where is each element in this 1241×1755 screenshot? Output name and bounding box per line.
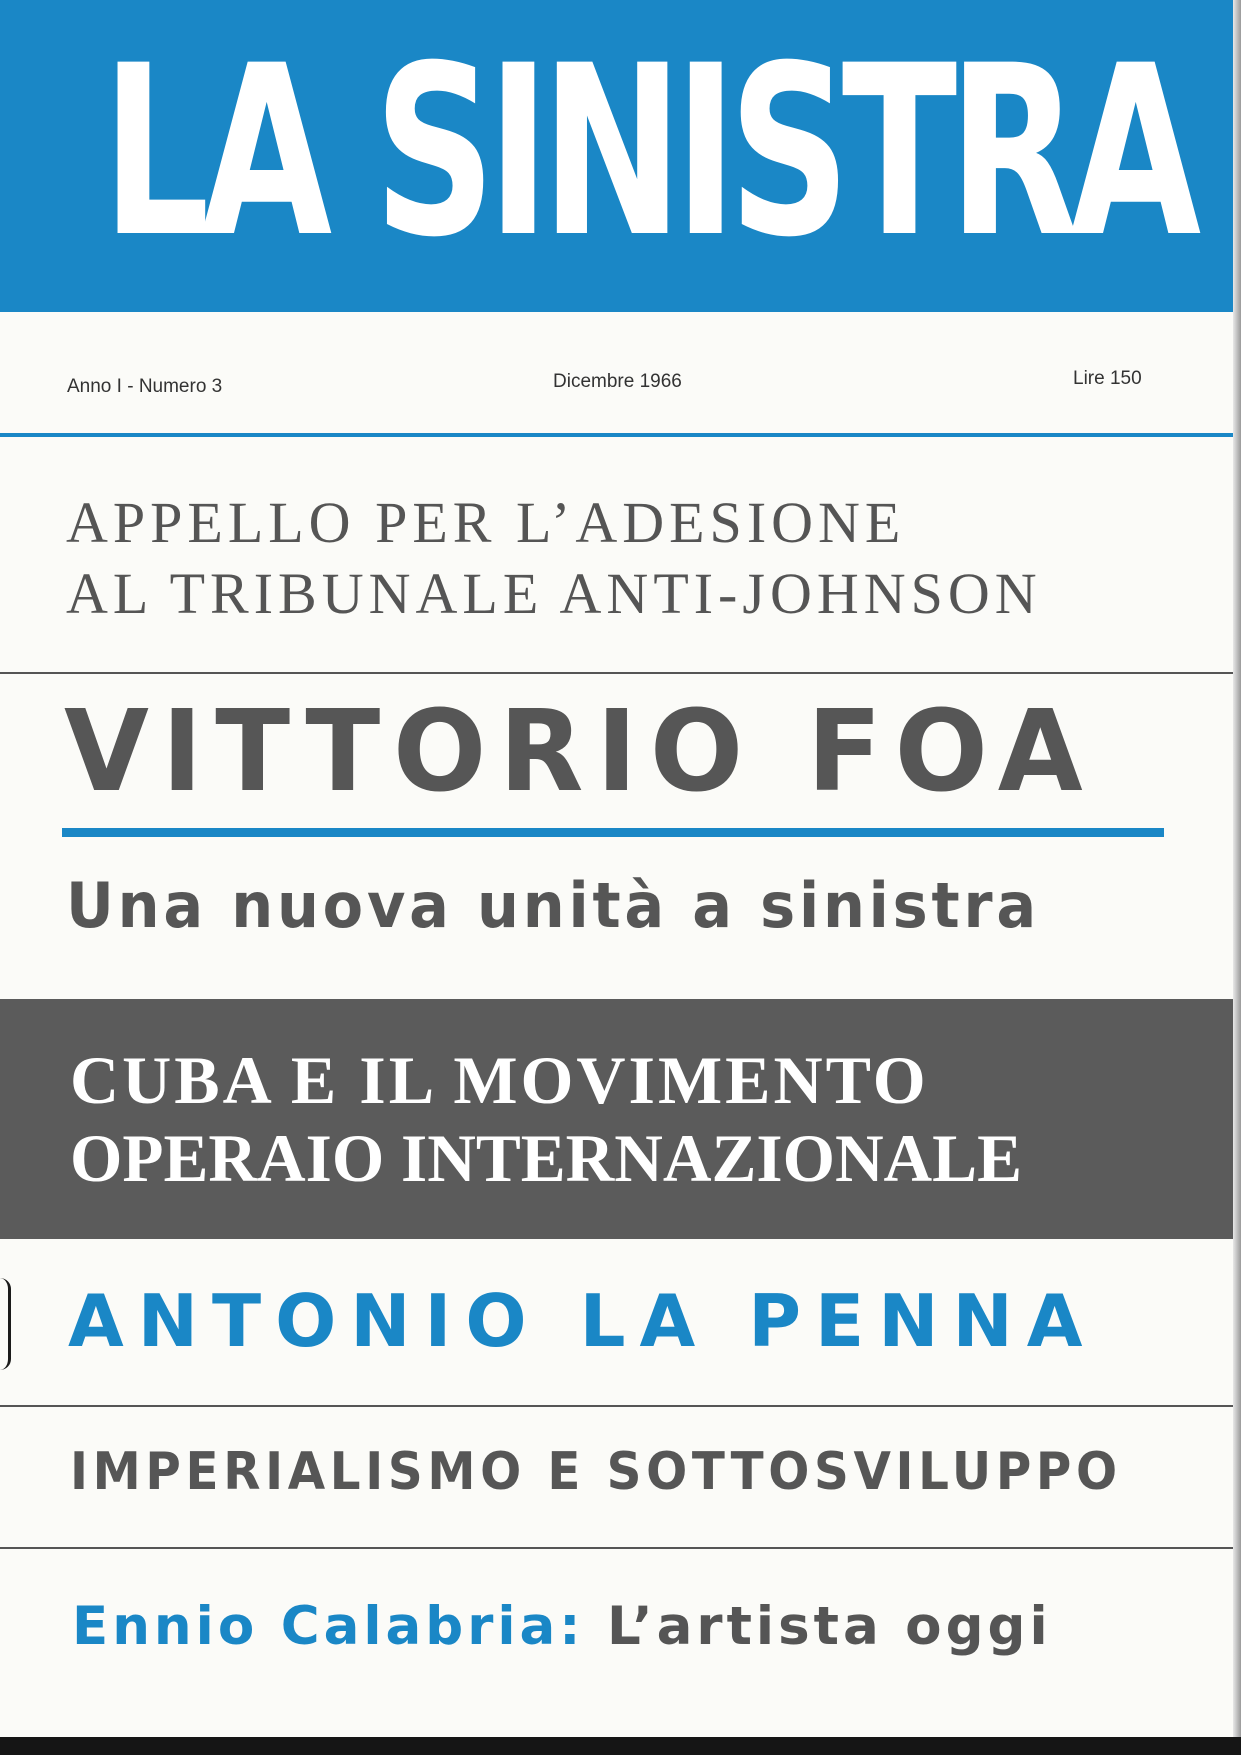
page-bottom-edge (0, 1737, 1241, 1755)
la-penna-article-title: IMPERIALISMO E SOTTOSVILUPPO (70, 1442, 1122, 1502)
issue-price: Lire 150 (1073, 368, 1142, 389)
foa-article-title: Una nuova unità a sinistra (66, 869, 1040, 942)
page-edge-shadow (1233, 0, 1241, 1755)
calabria-author: Ennio Calabria: (72, 1596, 585, 1657)
grey-divider (0, 1547, 1233, 1549)
appeal-headline-line-2: AL TRIBUNALE ANTI-JOHNSON (66, 561, 1042, 626)
binding-clip (0, 1278, 11, 1370)
blue-divider (0, 433, 1233, 437)
issue-number: Anno I - Numero 3 (67, 376, 223, 397)
blue-heavy-divider (62, 828, 1164, 837)
grey-divider (0, 1405, 1233, 1407)
foa-author: VITTORIO FOA (64, 687, 1096, 817)
grey-divider (0, 672, 1233, 674)
cuba-headline-line-2: OPERAIO INTERNAZIONALE (70, 1120, 1022, 1196)
appeal-headline-line-1: APPELLO PER L’ADESIONE (66, 490, 906, 555)
cuba-headline-line-1: CUBA E IL MOVIMENTO (70, 1042, 929, 1118)
masthead-banner (0, 0, 1233, 312)
calabria-article-title: L’artista oggi (606, 1596, 1052, 1657)
calabria-line (72, 1593, 1052, 1661)
cuba-headline-band (0, 999, 1233, 1239)
issue-date: Dicembre 1966 (553, 371, 682, 392)
magazine-title: LA SINISTRA (102, 16, 1193, 289)
la-penna-author: ANTONIO LA PENNA (68, 1279, 1097, 1363)
